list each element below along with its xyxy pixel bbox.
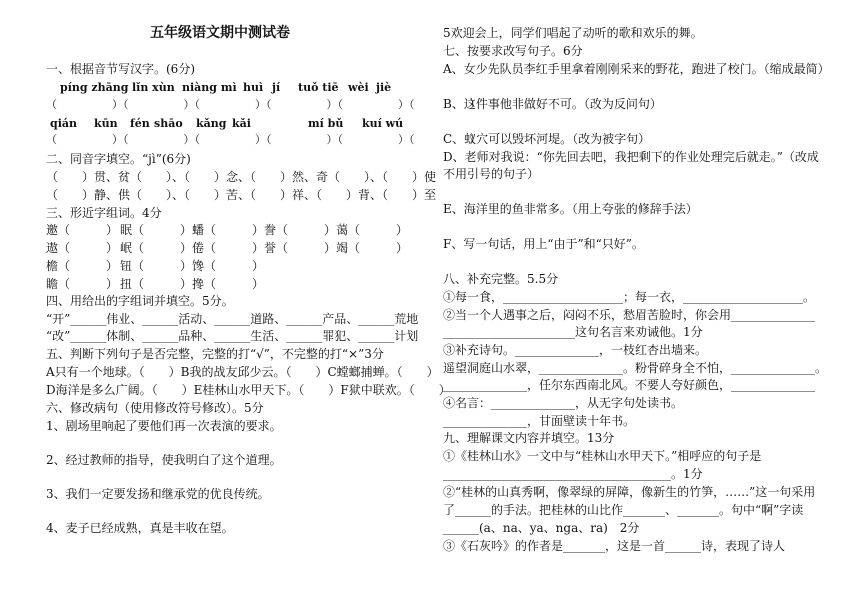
word-item[interactable]: 蟠（ ） xyxy=(192,223,265,237)
word-item[interactable]: 遨（ ） xyxy=(46,241,119,255)
comprehension-item[interactable]: ______(a、na、ya、nga、ra) 2分 xyxy=(443,521,640,535)
sentence-item: 5欢迎会上，同学们唱起了动听的歌和欢乐的舞。 xyxy=(443,26,703,40)
word-item[interactable]: 眠（ ） xyxy=(120,223,193,237)
rewrite-item-d-cont: 不用引号的句子） xyxy=(443,167,540,181)
word-item[interactable]: 誉（ ） xyxy=(264,241,337,255)
pinyin-item: mí bǔ xyxy=(308,117,344,130)
comprehension-item[interactable]: ______________________________________。1分 xyxy=(443,467,703,481)
section-9-heading: 九、理解课文内容并填空。13分 xyxy=(443,431,615,445)
section-4-row[interactable]: “开”______伟业、______活动、______道路、______产品、______荒地 xyxy=(46,312,419,326)
section-5-heading: 五、判断下列句子是否完整，完整的打“√”，不完整的打“×”3分 xyxy=(46,347,384,361)
blanks-row-1[interactable]: （ ）（ ）（ ）（ ）（ ）（ ） xyxy=(46,98,481,111)
section-6-heading: 六、修改病句（使用修改符号修改）。5分 xyxy=(46,401,264,415)
section-7-heading: 七、按要求改写句子。6分 xyxy=(443,44,583,58)
fill-item[interactable]: ______________________这句名言来劝诫他。1分 xyxy=(443,325,703,339)
sentence-item: 3、我们一定要发扬和继承党的优良传统。 xyxy=(46,487,270,501)
fill-item[interactable]: 遥望洞庭山水翠，______________。粉骨碎身全不怕，______________。 xyxy=(443,361,828,375)
pinyin-row-1 xyxy=(46,80,424,96)
word-item[interactable]: 檐（ ） xyxy=(46,259,119,273)
word-item[interactable]: 瞻（ ） xyxy=(46,277,119,291)
section-3-heading: 三、形近字组词。4分 xyxy=(46,206,162,220)
pinyin-item: kuí wú xyxy=(362,117,404,130)
section-5-row[interactable]: A只有一个地球。（ ）B我的战友邱少云。（ ）C螳螂捕蝉。（ ） xyxy=(46,365,439,379)
fill-item[interactable]: ______________，甘面壁读十年书。 xyxy=(443,414,636,428)
pinyin-item: jiè xyxy=(376,81,392,94)
word-item[interactable]: 扭（ ） xyxy=(120,277,193,291)
word-item[interactable]: 邀（ ） xyxy=(46,223,119,237)
rewrite-item-f: F、写一句话，用上“由于”和“只好”。 xyxy=(443,237,644,251)
word-item[interactable]: 誊（ ） xyxy=(264,223,337,237)
sentence-item: 1、剧场里响起了要他们再一次表演的要求。 xyxy=(46,419,282,433)
pinyin-item: píng zhāng xyxy=(60,81,129,94)
rewrite-item-b: B、这件事他非做好不可。（改为反问句） xyxy=(443,97,662,111)
fill-item[interactable]: ③补充诗句。______________，一枝红杏出墙来。 xyxy=(443,343,708,357)
pinyin-item: huì xyxy=(243,81,264,94)
section-4-heading: 四、用给出的字组词并填空。5分。 xyxy=(46,294,234,308)
sentence-item: 2、经过教师的指导，使我明白了这个道理。 xyxy=(46,453,282,467)
comprehension-item: ②“桂林的山真秀啊，像翠绿的屏障，像新生的竹笋，……”这一句采用 xyxy=(443,485,816,499)
comprehension-item[interactable]: ③《石灰吟》的作者是_______，这是一首______诗，表现了诗人 xyxy=(443,539,786,553)
section-2-row[interactable]: （ ）静、供（ ）、（ ）苦、（ ）祥、（ ）背、（ ）至 xyxy=(46,188,437,202)
pinyin-item: shāo xyxy=(154,117,183,130)
rewrite-item-d: D、老师对我说：“你先回去吧，我把剩下的作业处理完后就走。”（改成 xyxy=(443,150,819,164)
fill-item[interactable]: ①每一食，____________________；每一衣，____________________。 xyxy=(443,290,816,304)
pinyin-item: wèi xyxy=(348,81,369,94)
word-item[interactable]: 搀（ ） xyxy=(192,277,265,291)
section-4-row[interactable]: “改”______体制、______品种、______生活、______罪犯、______计划 xyxy=(46,329,419,343)
word-item[interactable]: 倦（ ） xyxy=(192,241,265,255)
comprehension-item: ①《桂林山水》一文中与“桂林山水甲天下。”相呼应的句子是 xyxy=(443,449,762,463)
page-title: 五年级语文期中测试卷 xyxy=(150,25,290,41)
pinyin-row-2 xyxy=(46,116,424,132)
fill-item[interactable]: ______________，任尔东西南北风。不要人夸好颜色，______________ xyxy=(443,378,816,392)
pinyin-item: niàng mì xyxy=(182,81,237,94)
fill-item[interactable]: ②当一个人遇事之后，闷闷不乐，愁眉苦脸时，你会用______________ xyxy=(443,308,816,322)
comprehension-item[interactable]: 了______的手法。把桂林的山比作_______、_______。句中“啊”字读 xyxy=(443,503,804,517)
section-8-heading: 八、补充完整。5.5分 xyxy=(443,272,559,286)
pinyin-item: qián xyxy=(50,117,77,130)
pinyin-item: lǐn xùn xyxy=(132,81,175,94)
pinyin-item: kǎng xyxy=(196,117,227,130)
section-3-grid xyxy=(46,222,424,294)
fill-item[interactable]: ④名言：______________，从无字句处读书。 xyxy=(443,396,684,410)
section-2-row[interactable]: （ ）贯、贫（ ）、（ ）念、（ ）然、奇（ ）、（ ）使 xyxy=(46,170,437,184)
pinyin-item: jí xyxy=(272,81,281,94)
rewrite-item-e: E、海洋里的鱼非常多。（用上夸张的修辞手法） xyxy=(443,202,698,216)
sentence-item: 4、麦子已经成熟，真是丰收在望。 xyxy=(46,521,234,535)
pinyin-item: kǎi xyxy=(232,117,251,130)
section-1-heading: 一、根据音节写汉字。(6分) xyxy=(46,62,195,76)
blanks-row-2[interactable]: （ ）（ ）（ ）（ ）（ ）（ ） xyxy=(46,133,481,146)
word-item[interactable]: 岷（ ） xyxy=(120,241,193,255)
pinyin-item: fén xyxy=(130,117,150,130)
pinyin-item: tuǒ tiē xyxy=(298,81,339,94)
rewrite-item-c: C、蚁穴可以毁坏河堤。（改为被字句） xyxy=(443,132,651,146)
word-item[interactable]: 钮（ ） xyxy=(120,259,193,273)
section-5-row[interactable]: D海洋是多么广阔。（ ）E桂林山水甲天下。（ ）F狱中联欢。（ ） xyxy=(46,383,451,397)
word-item[interactable]: 蔼（ ） xyxy=(336,223,409,237)
word-item[interactable]: 馋（ ） xyxy=(192,259,265,273)
section-2-heading: 二、同音字填空。“jì”(6分) xyxy=(46,152,191,166)
pinyin-item: kūn xyxy=(94,117,118,130)
word-item[interactable]: 竭（ ） xyxy=(336,241,409,255)
rewrite-item-a: A、女少先队员李红手里拿着刚刚采来的野花，跑进了校门。（缩成最简） xyxy=(443,62,830,76)
